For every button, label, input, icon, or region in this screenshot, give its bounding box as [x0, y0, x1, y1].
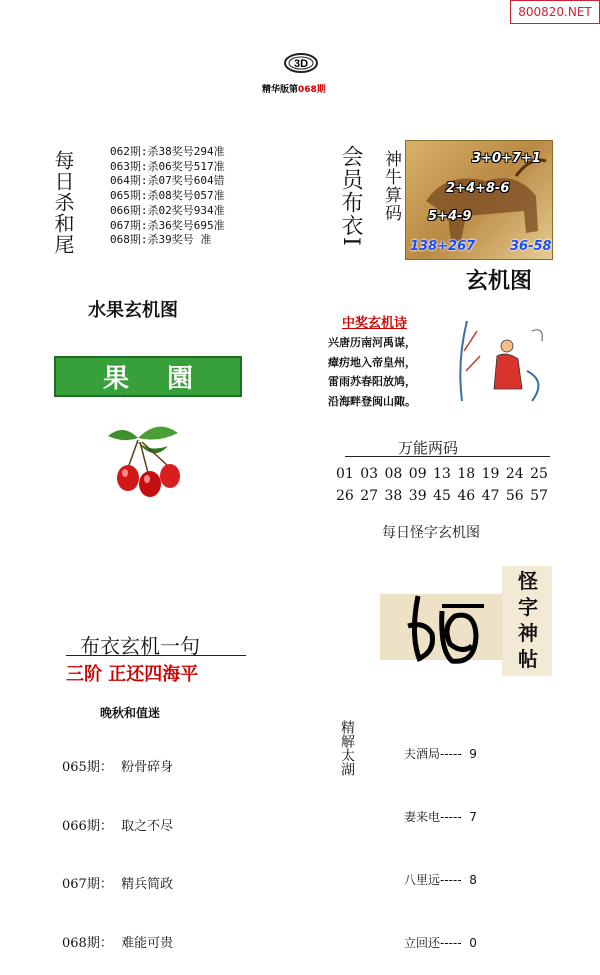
issue-number: 068期: [298, 85, 326, 95]
wanneng-numbers: [336, 463, 550, 507]
tail-row: 067期:杀36奖号695准: [110, 218, 225, 232]
banner-char: 果: [102, 364, 129, 394]
seal-char: 字: [518, 595, 538, 619]
tail-row: 066期:杀02奖号934准: [110, 203, 225, 217]
wanneng-title: 万能两码: [398, 439, 459, 457]
strange-character-glyph: [380, 566, 502, 676]
red-berries-image: [88, 418, 196, 504]
ox-number: 36-58: [510, 239, 552, 254]
seal-characters: [506, 568, 550, 672]
poem-line: 兴唐历南河禹谋，: [328, 336, 416, 349]
jingjie-row: 立回还----- 0: [404, 936, 477, 950]
fruit-title: 水果玄机图: [88, 300, 178, 321]
buyi-phrase: 三阶 正还四海平: [66, 664, 199, 685]
buyi-divider: [66, 655, 246, 656]
tail-history: [110, 145, 225, 248]
poem-line: 雷雨苏春阳放鸠，: [328, 375, 416, 388]
wanqiu-title: 晚秋和值迷: [100, 706, 161, 720]
poem-illustration: [452, 311, 552, 407]
site-watermark: 800820.NET: [510, 0, 600, 24]
ox-number: 138+267: [410, 239, 476, 254]
wanqiu-row: 065期： 粉骨碎身: [62, 760, 174, 775]
poem-title: 中奖玄机诗: [342, 316, 408, 331]
guaizi-image: [380, 566, 552, 676]
buyi-title: 布衣玄机一句: [80, 634, 200, 658]
orchard-banner: [54, 356, 242, 397]
ox-number: 2+4+8-6: [446, 181, 510, 196]
wanqiu-row: 068期： 难能可贵: [62, 935, 174, 951]
tail-row: 065期:杀08奖号057准: [110, 189, 225, 203]
ox-number: 5+4-9: [428, 209, 472, 224]
logo-text: 3D: [293, 58, 309, 70]
jingjie-row: 夫酒局----- 9: [404, 747, 477, 761]
jingjie-row: 妻来电----- 7: [404, 810, 477, 824]
seal-char: 帖: [518, 647, 538, 671]
seal-char: 神: [518, 621, 538, 645]
tail-row: 068期:杀39奖号 准: [110, 233, 212, 247]
xuanji-caption: 玄机图: [466, 268, 533, 294]
tail-title: 每日杀和尾: [51, 150, 75, 255]
wanqiu-list: [62, 719, 173, 973]
3d-logo: [283, 52, 319, 74]
issue-prefix: 精华版第: [262, 85, 299, 95]
ox-title: 神牛算码: [381, 150, 401, 222]
issue-label: [262, 82, 326, 95]
ox-image: [405, 140, 553, 260]
poem-line: 瘴疠地入帝皇州，: [328, 355, 416, 369]
tail-row: 064期:杀07奖号604错: [110, 174, 225, 188]
ox-number: 3+0+7+1: [472, 151, 541, 166]
jingjie-row: 八里远----- 8: [404, 873, 477, 887]
wanqiu-row: 067期： 精兵简政: [62, 877, 174, 892]
seal-char: 怪: [518, 569, 538, 593]
wanqiu-row: 066期： 取之不尽: [62, 818, 174, 834]
jingjie-list: [404, 702, 477, 975]
number-row: 01 03 08 09 13 18 19 24 25: [336, 466, 548, 482]
guaizi-title: 每日怪字玄机图: [382, 525, 480, 541]
poem-lines: [328, 333, 416, 411]
poem-line: 沿海畔登闽山陬。: [328, 394, 416, 408]
tail-row: 063期:杀06奖号517准: [110, 159, 225, 173]
member-title: 会员布衣I: [338, 145, 363, 247]
jingjie-title: 精解太湖: [339, 720, 355, 776]
wanneng-divider: [345, 456, 550, 457]
banner-char: 園: [167, 364, 194, 394]
tail-row: 062期:杀38奖号294准: [110, 145, 225, 158]
number-row: 26 27 38 39 45 46 47 56 57: [336, 488, 548, 504]
